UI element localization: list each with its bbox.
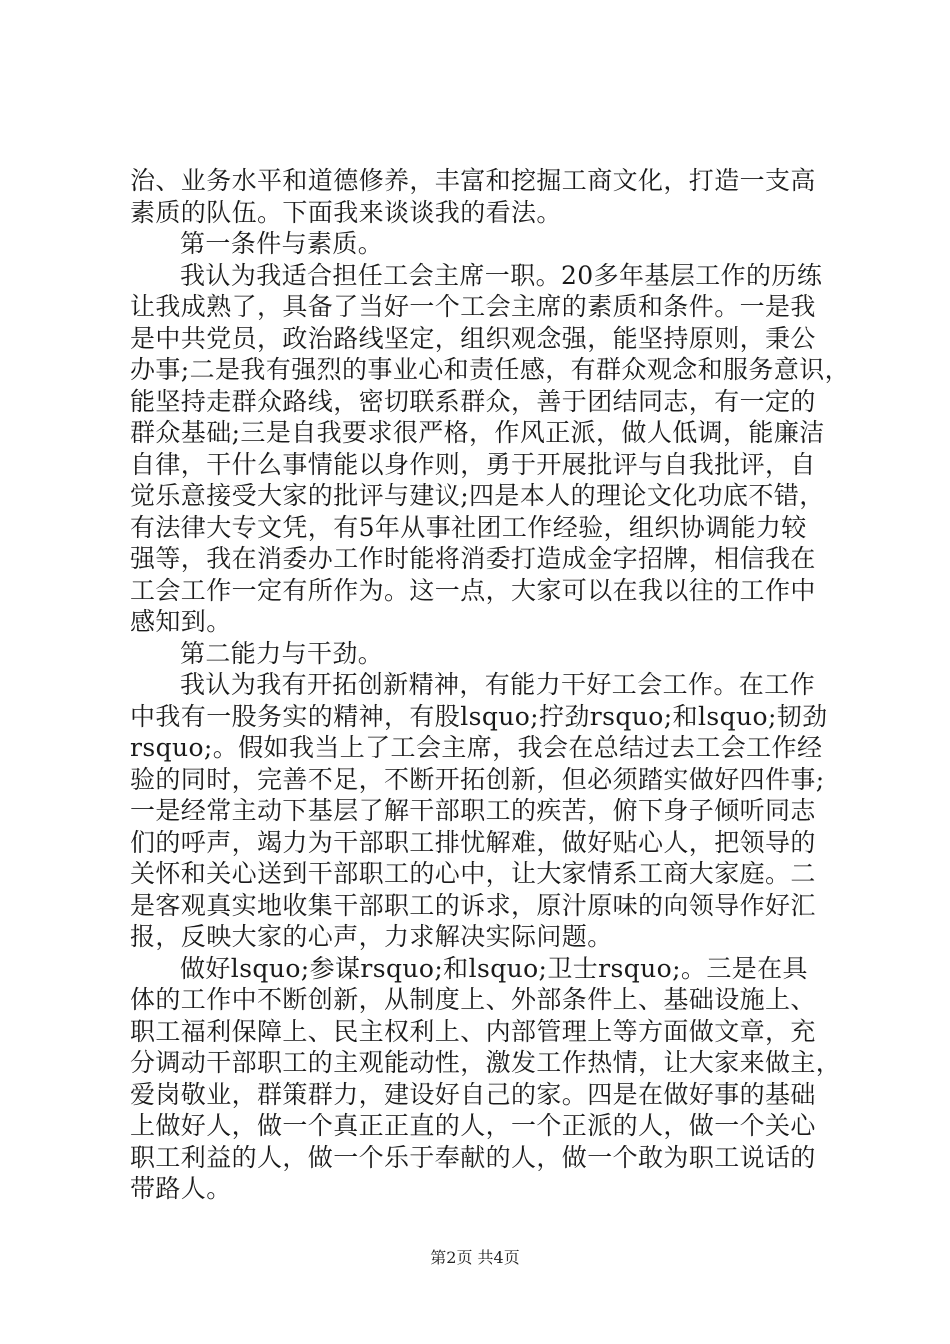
text-line: 一是经常主动下基层了解干部职工的疾苦，俯下身子倾听同志 [130, 796, 816, 825]
section-heading-qualifications: 第一条件与素质。 [180, 229, 384, 258]
text-line: 职工利益的人，做一个乐于奉献的人，做一个敢为职工说话的 [130, 1142, 816, 1172]
text-line: 报，反映大家的心声，力求解决实际问题。 [130, 922, 613, 951]
text-line: 爱岗敬业，群策群力，建设好自己的家。四是在做好事的基础 [130, 1079, 816, 1109]
text-line: 觉乐意接受大家的批评与建议;四是本人的理论文化功底不错， [130, 481, 825, 510]
text-line: 上做好人，做一个真正正直的人，一个正派的人，做一个关心 [130, 1111, 816, 1140]
text-line: 自律，干什么事情能以身作则，勇于开展批评与自我批评，自 [130, 449, 816, 479]
text-line: 做好lsquo;参谋rsquo;和lsquo;卫士rsquo;。三是在具 [180, 953, 808, 983]
text-line: 感知到。 [130, 607, 232, 636]
text-line: 关怀和关心送到干部职工的心中，让大家情系工商大家庭。二 [130, 859, 816, 888]
text-line: 中我有一股务实的精神，有股lsquo;拧劲rsquo;和lsquo;韧劲 [130, 701, 828, 731]
text-line: 能坚持走群众路线，密切联系群众，善于团结同志，有一定的 [130, 386, 816, 416]
text-line: rsquo;。假如我当上了工会主席，我会在总结过去工会工作经 [130, 733, 823, 762]
text-line: 让我成熟了，具备了当好一个工会主席的素质和条件。一是我 [130, 292, 816, 321]
page-number-footer: 第2页 共4页 [430, 1248, 520, 1267]
text-line: 工会工作一定有所作为。这一点，大家可以在我以往的工作中 [130, 575, 816, 605]
text-line: 办事;二是我有强烈的事业心和责任感，有群众观念和服务意识， [130, 355, 851, 384]
text-line: 带路人。 [130, 1174, 232, 1203]
text-line: 我认为我有开拓创新精神，有能力干好工会工作。在工作 [180, 670, 816, 699]
text-line: 强等，我在消委办工作时能将消委打造成金字招牌，相信我在 [130, 544, 816, 573]
text-line: 是中共党员，政治路线坚定，组织观念强，能坚持原则，秉公 [130, 323, 816, 353]
text-line: 群众基础;三是自我要求很严格，作风正派，做人低调，能廉洁 [130, 418, 825, 447]
text-line: 分调动干部职工的主观能动性，激发工作热情，让大家来做主， [130, 1048, 842, 1077]
text-line: 素质的队伍。下面我来谈谈我的看法。 [130, 197, 562, 227]
text-line: 们的呼声，竭力为干部职工排忧解难，做好贴心人，把领导的 [130, 827, 816, 857]
document-body [130, 165, 851, 1205]
text-line: 职工福利保障上、民主权利上、内部管理上等方面做文章，充 [130, 1016, 816, 1046]
section-heading-ability: 第二能力与干劲。 [180, 638, 384, 668]
text-line: 体的工作中不断创新，从制度上、外部条件上、基础设施上、 [130, 985, 816, 1014]
text-line: 有法律大专文凭，有5年从事社团工作经验，组织协调能力较 [130, 512, 807, 542]
text-line: 我认为我适合担任工会主席一职。20多年基层工作的历练 [180, 260, 823, 290]
text-line: 是客观真实地收集干部职工的诉求，原汁原味的向领导作好汇 [130, 890, 816, 920]
text-line: 治、业务水平和道德修养，丰富和挖掘工商文化，打造一支高 [130, 166, 816, 195]
text-line: 验的同时，完善不足，不断开拓创新，但必须踏实做好四件事; [130, 764, 825, 794]
